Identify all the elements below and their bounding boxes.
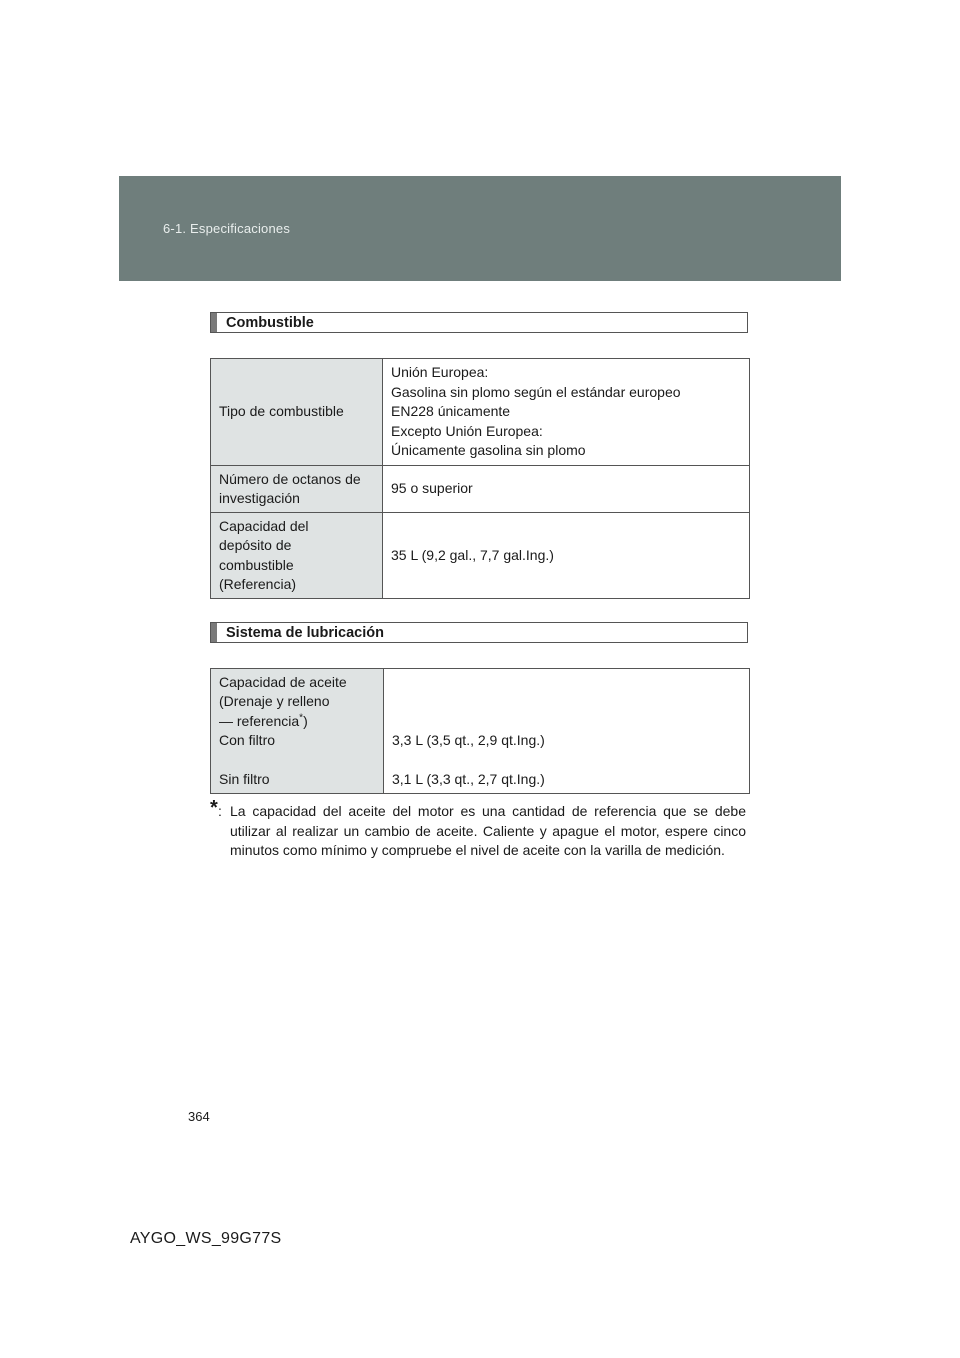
footnote-text: La capacidad del aceite del motor es una cantidad de referencia que se debe utilizar al realizar un cambio de aceite. Caliente y apague el motor, espere cinco minutos como mínimo y compruebe el nivel de aceite con la varilla de medición. (230, 803, 746, 858)
without-filter-value: 3,1 L (3,3 qt., 2,7 qt.Ing.) (392, 771, 545, 787)
title-accent-bar (211, 623, 217, 642)
without-filter-label: Sin filtro (219, 771, 270, 787)
oil-capacity-label: Capacidad de aceite (Drenaje y relleno — referencia*) Con filtro Sin filtro (211, 669, 384, 794)
footnote-marker: * (299, 711, 304, 723)
lubrication-title-text: Sistema de lubricación (226, 625, 384, 641)
fuel-spec-table (210, 358, 750, 599)
footnote-asterisk: * (210, 797, 218, 819)
title-accent-bar (211, 313, 217, 332)
fuel-type-value: Unión Europea: Gasolina sin plomo según el estándar europeo EN228 únicamente Excepto Unión Europea: Únicamente gasolina sin plomo (383, 359, 750, 466)
lubrication-spec-table (210, 668, 750, 794)
fuel-section-title (210, 312, 748, 333)
section-breadcrumb: 6-1. Especificaciones (163, 221, 291, 236)
tank-capacity-value: 35 L (9,2 gal., 7,7 gal.Ing.) (383, 513, 750, 599)
with-filter-value: 3,3 L (3,5 qt., 2,9 qt.Ing.) (392, 732, 545, 748)
fuel-title-text: Combustible (226, 315, 314, 331)
oil-capacity-value (384, 669, 750, 794)
octane-label: Número de octanos de investigación (211, 466, 383, 513)
footnote: * : La capacidad del aceite del motor es una cantidad de referencia que se debe utilizar al realizar un cambio de aceite. Caliente y apague el motor, espere cinco minutos como mínimo y compruebe el nivel de aceite con la varilla de medición. (210, 802, 746, 861)
page-number: 364 (188, 1109, 210, 1124)
with-filter-label: Con filtro (219, 732, 276, 748)
table-row (211, 466, 750, 513)
header-band (119, 176, 841, 281)
octane-value: 95 o superior (383, 466, 750, 513)
table-row (211, 513, 750, 599)
table-row (211, 359, 750, 466)
fuel-type-label: Tipo de combustible (211, 359, 383, 466)
lubrication-section-title (210, 622, 748, 643)
tank-capacity-label: Capacidad del depósito de combustible (Referencia) (211, 513, 383, 599)
document-code: AYGO_WS_99G77S (130, 1230, 282, 1247)
table-row (211, 669, 750, 794)
